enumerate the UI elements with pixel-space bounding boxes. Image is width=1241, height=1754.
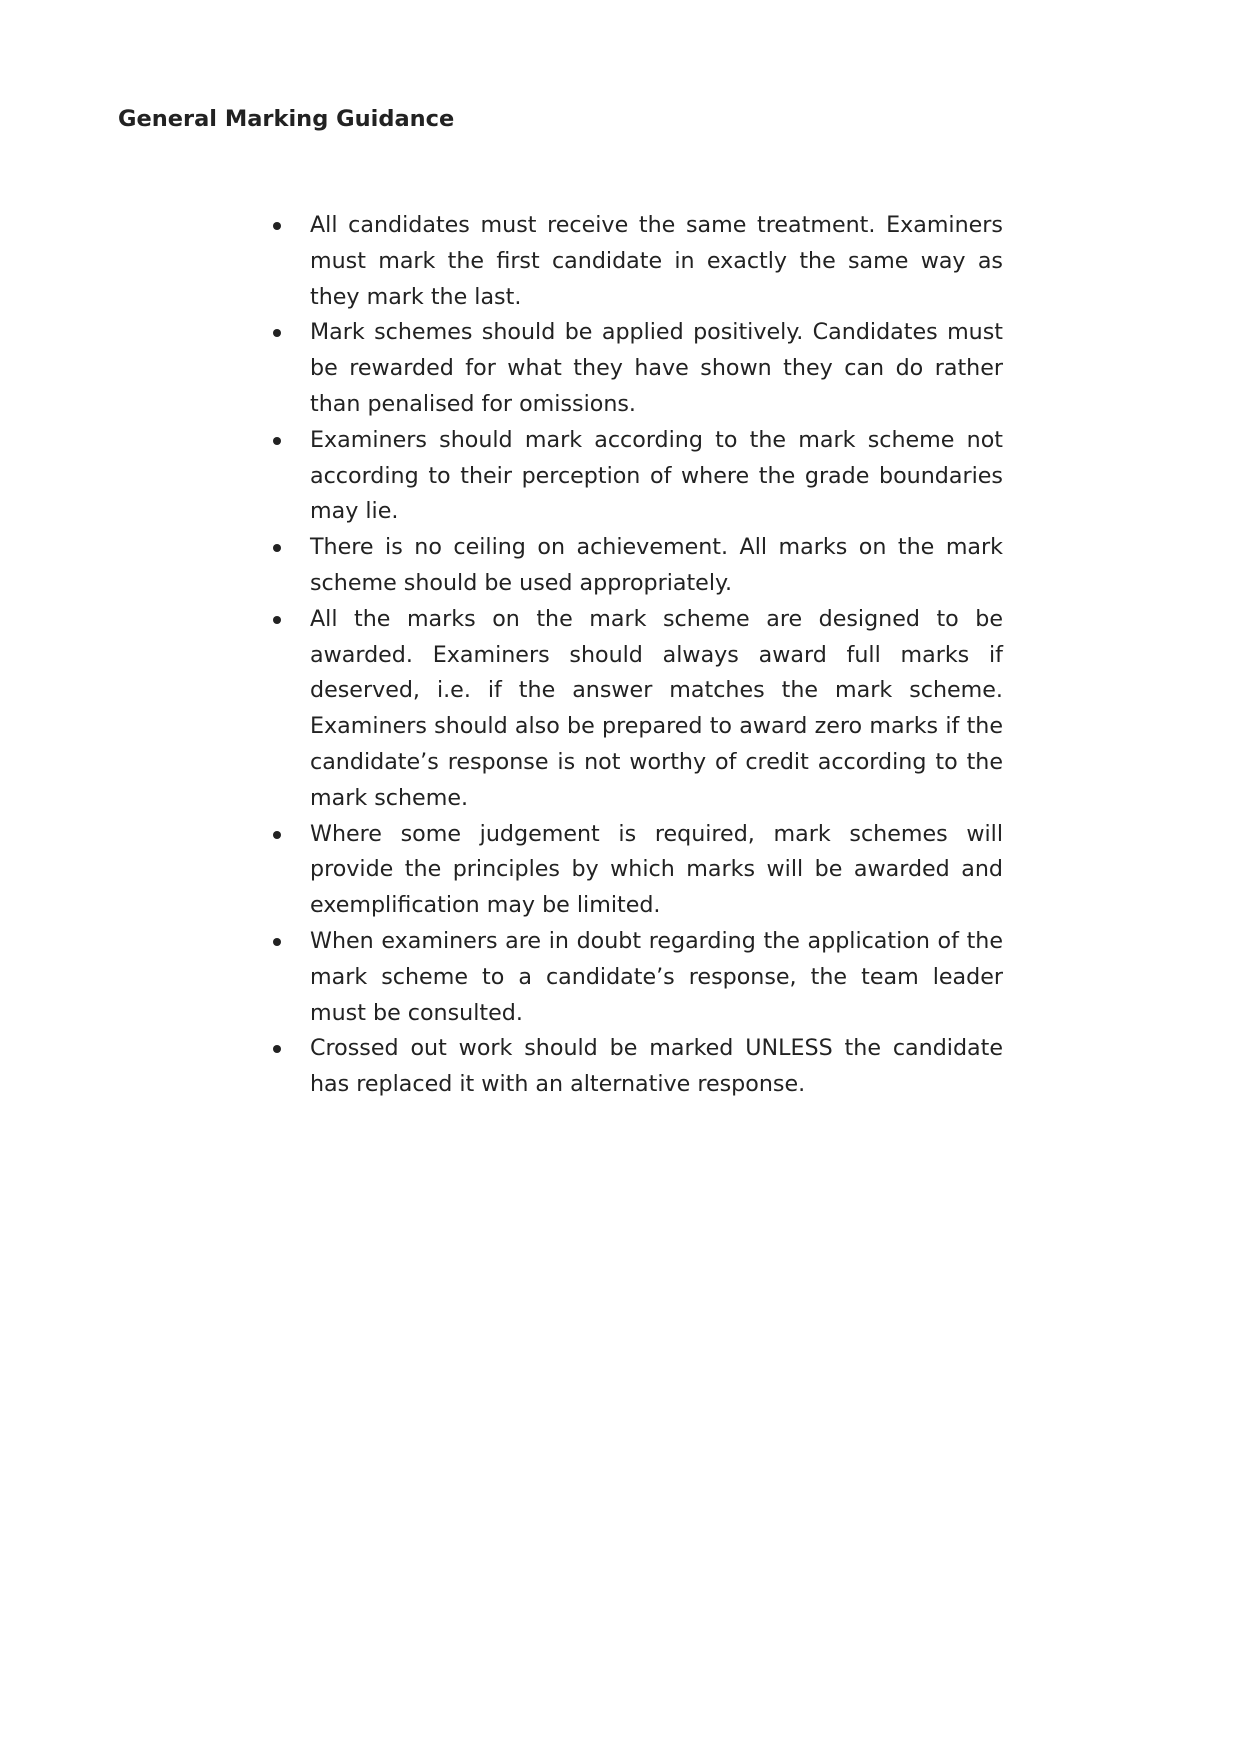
list-item [263, 530, 1003, 602]
bullet-icon [273, 437, 281, 445]
bullet-icon [273, 831, 281, 839]
list-item [263, 208, 1003, 315]
list-item-text: Crossed out work should be marked UNLESS the candidate has replaced it with an alternative response. [310, 1035, 1003, 1098]
bullet-icon [273, 329, 281, 337]
list-item-text: When examiners are in doubt regarding the application of the mark scheme to a candidate’s response, the team leader must be consulted. [310, 927, 1003, 1026]
bullet-icon [273, 222, 281, 230]
bullet-icon [273, 544, 281, 552]
list-item [263, 817, 1003, 924]
list-item [263, 602, 1003, 817]
list-item [263, 423, 1003, 530]
list-item-text: There is no ceiling on achievement. All marks on the mark scheme should be used appropriately. [310, 534, 1003, 596]
list-item [263, 1031, 1003, 1103]
list-item-text: All the marks on the mark scheme are designed to be awarded. Examiners should always award full marks if deserved, i.e. if the answer matches the mark scheme. Examiners should also be prepared to award zero marks if the candidate’s response is not worthy of credit according to the mark scheme. [310, 605, 1003, 811]
list-item-text: Mark schemes should be applied positively. Candidates must be rewarded for what they have shown they can do rather than penalised for omissions. [310, 319, 1003, 417]
bullet-icon [273, 938, 281, 946]
list-item-text: Where some judgement is required, mark schemes will provide the principles by which marks will be awarded and exemplification may be limited. [310, 820, 1003, 919]
guidance-list [263, 208, 1003, 1103]
list-item [263, 315, 1003, 422]
bullet-icon [273, 616, 281, 624]
bullet-icon [273, 1045, 281, 1053]
list-item-text: Examiners should mark according to the mark scheme not according to their perception of where the grade boundaries may lie. [310, 426, 1003, 525]
list-item-text: All candidates must receive the same treatment. Examiners must mark the first candidate in exactly the same way as they mark the last. [310, 212, 1003, 310]
list-item [263, 924, 1003, 1031]
page-title: General Marking Guidance [118, 106, 455, 132]
